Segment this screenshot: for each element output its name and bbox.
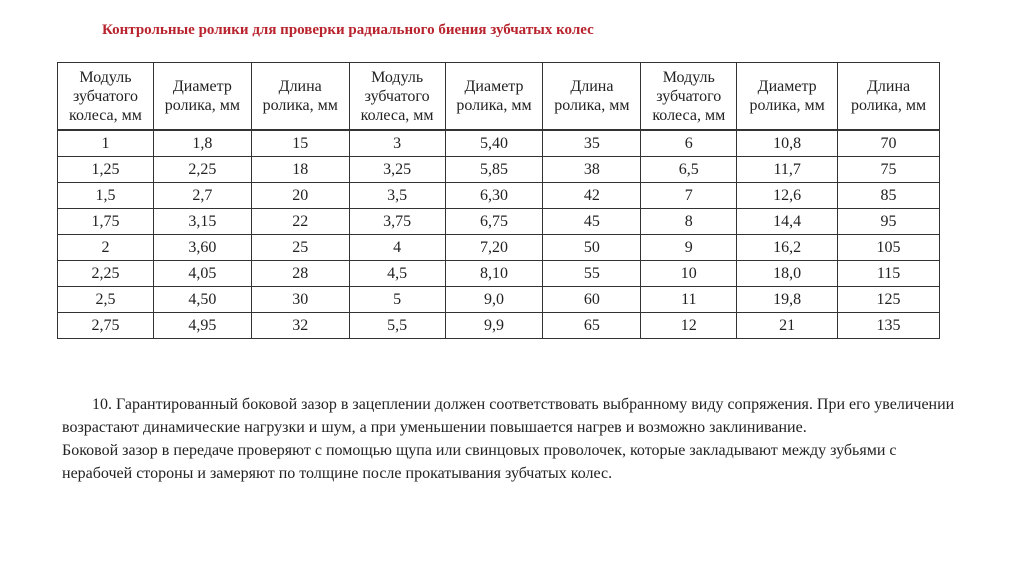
table-cell: 4,50 xyxy=(153,287,251,313)
table-cell: 22 xyxy=(251,209,349,235)
header-diameter-3: Диаметр ролика, мм xyxy=(737,63,838,131)
table-cell: 25 xyxy=(251,235,349,261)
header-diameter-2: Диаметр ролика, мм xyxy=(445,63,543,131)
table-cell: 28 xyxy=(251,261,349,287)
header-length-2: Длина ролика, мм xyxy=(543,63,641,131)
table-cell: 7 xyxy=(641,183,737,209)
table-cell: 42 xyxy=(543,183,641,209)
table-cell: 9,0 xyxy=(445,287,543,313)
table-cell: 50 xyxy=(543,235,641,261)
rollers-table xyxy=(57,62,940,339)
table-cell: 32 xyxy=(251,313,349,339)
table-cell: 7,20 xyxy=(445,235,543,261)
table-cell: 9,9 xyxy=(445,313,543,339)
table-cell: 65 xyxy=(543,313,641,339)
header-module-3: Модуль зубчатого колеса, мм xyxy=(641,63,737,131)
table-cell: 11,7 xyxy=(737,157,838,183)
table-cell: 8,10 xyxy=(445,261,543,287)
table-cell: 4,05 xyxy=(153,261,251,287)
table-cell: 115 xyxy=(838,261,940,287)
table-cell: 2 xyxy=(58,235,154,261)
table-cell: 75 xyxy=(838,157,940,183)
table-cell: 2,5 xyxy=(58,287,154,313)
table-cell: 18,0 xyxy=(737,261,838,287)
page-title: Контрольные ролики для проверки радиального биения зубчатых колес xyxy=(102,22,594,38)
table-cell: 1,5 xyxy=(58,183,154,209)
table-cell: 12,6 xyxy=(737,183,838,209)
table-cell: 30 xyxy=(251,287,349,313)
table-cell: 5,5 xyxy=(349,313,445,339)
table-cell: 6,75 xyxy=(445,209,543,235)
table-cell: 9 xyxy=(641,235,737,261)
table-cell: 85 xyxy=(838,183,940,209)
table-cell: 6,5 xyxy=(641,157,737,183)
table-row xyxy=(58,235,940,261)
table-cell: 2,75 xyxy=(58,313,154,339)
table-cell: 8 xyxy=(641,209,737,235)
header-length-1: Длина ролика, мм xyxy=(251,63,349,131)
header-length-3: Длина ролика, мм xyxy=(838,63,940,131)
header-module-2: Модуль зубчатого колеса, мм xyxy=(349,63,445,131)
table-cell: 4,5 xyxy=(349,261,445,287)
table-row xyxy=(58,183,940,209)
table-cell: 1 xyxy=(58,130,154,157)
table-cell: 105 xyxy=(838,235,940,261)
table-cell: 5 xyxy=(349,287,445,313)
table-row xyxy=(58,287,940,313)
paragraph-backlash-check: Боковой зазор в передаче проверяют с помощью щупа или свинцовых проволочек, которые закладывают между зубьями с нерабочей стороны и замеряют по толщине после прокатывания зубчатых колес. xyxy=(62,442,897,482)
table-cell: 4,95 xyxy=(153,313,251,339)
table-cell: 2,25 xyxy=(153,157,251,183)
paragraph-backlash-requirement: 10. Гарантированный боковой зазор в зацеплении должен соответствовать выбранному виду сопряжения. При его увеличении возрастают динамические нагрузки и шум, а при уменьшении повышается нагрев и возможно заклинивание. xyxy=(62,396,955,436)
table-cell: 16,2 xyxy=(737,235,838,261)
table-cell: 6,30 xyxy=(445,183,543,209)
header-module-1: Модуль зубчатого колеса, мм xyxy=(58,63,154,131)
table-cell: 3,75 xyxy=(349,209,445,235)
table-row xyxy=(58,157,940,183)
table-cell: 1,75 xyxy=(58,209,154,235)
table-row xyxy=(58,261,940,287)
table-cell: 38 xyxy=(543,157,641,183)
table-cell: 18 xyxy=(251,157,349,183)
table-cell: 3,25 xyxy=(349,157,445,183)
table-cell: 60 xyxy=(543,287,641,313)
table-cell: 125 xyxy=(838,287,940,313)
header-diameter-1: Диаметр ролика, мм xyxy=(153,63,251,131)
table-cell: 11 xyxy=(641,287,737,313)
table-cell: 1,8 xyxy=(153,130,251,157)
table-cell: 21 xyxy=(737,313,838,339)
table-cell: 35 xyxy=(543,130,641,157)
table-cell: 20 xyxy=(251,183,349,209)
table-row xyxy=(58,130,940,157)
table-cell: 55 xyxy=(543,261,641,287)
table-cell: 2,7 xyxy=(153,183,251,209)
table-row xyxy=(58,209,940,235)
table-cell: 15 xyxy=(251,130,349,157)
table-body xyxy=(58,130,940,339)
table-cell: 3,15 xyxy=(153,209,251,235)
table-cell: 3,5 xyxy=(349,183,445,209)
table-cell: 14,4 xyxy=(737,209,838,235)
table-cell: 1,25 xyxy=(58,157,154,183)
table-cell: 5,40 xyxy=(445,130,543,157)
table-header-row xyxy=(58,63,940,131)
table-cell: 6 xyxy=(641,130,737,157)
table-cell: 3 xyxy=(349,130,445,157)
table-row xyxy=(58,313,940,339)
table-cell: 10 xyxy=(641,261,737,287)
table-cell: 12 xyxy=(641,313,737,339)
body-text xyxy=(62,393,962,485)
table-cell: 10,8 xyxy=(737,130,838,157)
table-cell: 2,25 xyxy=(58,261,154,287)
table-cell: 3,60 xyxy=(153,235,251,261)
table-cell: 135 xyxy=(838,313,940,339)
table-cell: 19,8 xyxy=(737,287,838,313)
table-cell: 4 xyxy=(349,235,445,261)
table-cell: 45 xyxy=(543,209,641,235)
table-cell: 5,85 xyxy=(445,157,543,183)
table-cell: 70 xyxy=(838,130,940,157)
table-cell: 95 xyxy=(838,209,940,235)
